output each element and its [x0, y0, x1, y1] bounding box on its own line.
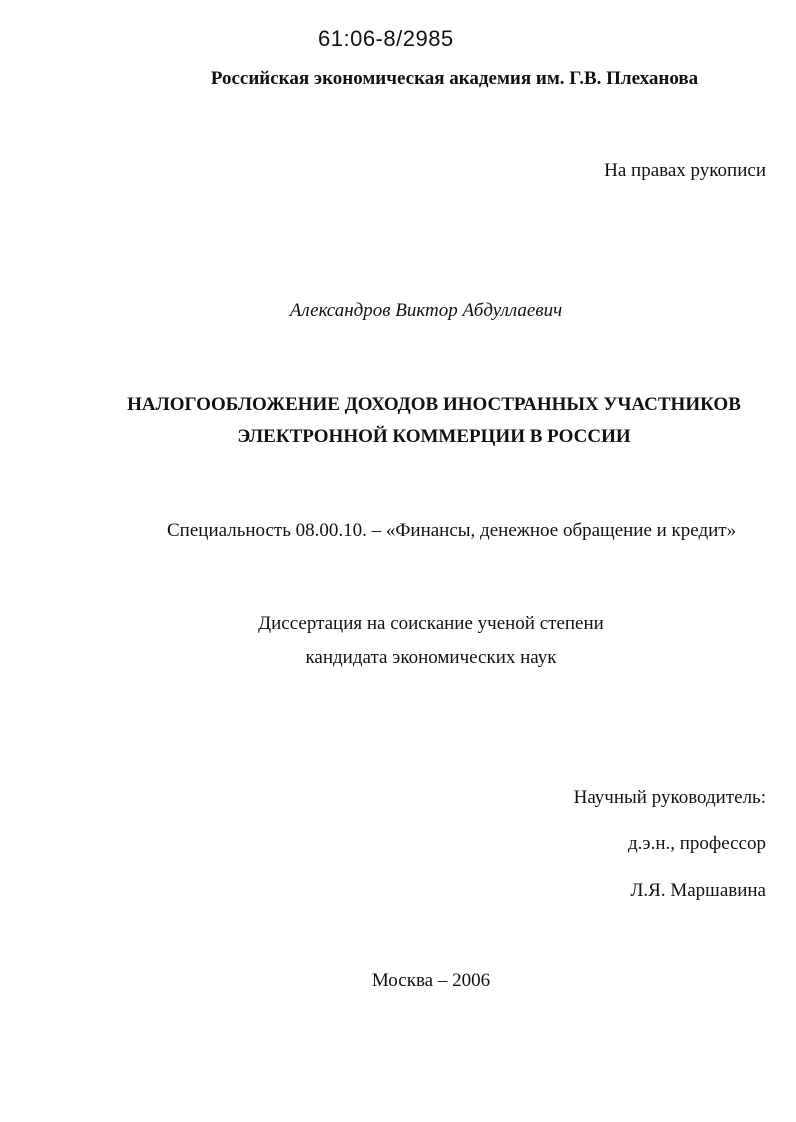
- city-and-year: Москва – 2006: [371, 970, 491, 991]
- supervisor-label: Научный руководитель:: [573, 787, 766, 808]
- dissertation-degree-line-2: кандидата экономических наук: [305, 647, 557, 668]
- supervisor-degree: д.э.н., профессор: [628, 833, 766, 854]
- author-name: Александров Виктор Абдуллаевич: [289, 300, 563, 321]
- manuscript-rights-note: На правах рукописи: [604, 160, 766, 181]
- thesis-title-line-2: ЭЛЕКТРОННОЙ КОММЕРЦИИ В РОССИИ: [237, 426, 631, 447]
- thesis-title-line-1: НАЛОГООБЛОЖЕНИЕ ДОХОДОВ ИНОСТРАННЫХ УЧАСТНИКОВ: [127, 394, 741, 415]
- dissertation-degree-line-1: Диссертация на соискание ученой степени: [258, 613, 604, 634]
- supervisor-name: Л.Я. Маршавина: [630, 880, 766, 901]
- archive-stamp-number: 61:06-8/2985: [318, 26, 454, 51]
- institution-name: Российская экономическая академия им. Г.В. Плеханова: [210, 68, 699, 89]
- specialty-line: Специальность 08.00.10. – «Финансы, денежное обращение и кредит»: [167, 520, 737, 541]
